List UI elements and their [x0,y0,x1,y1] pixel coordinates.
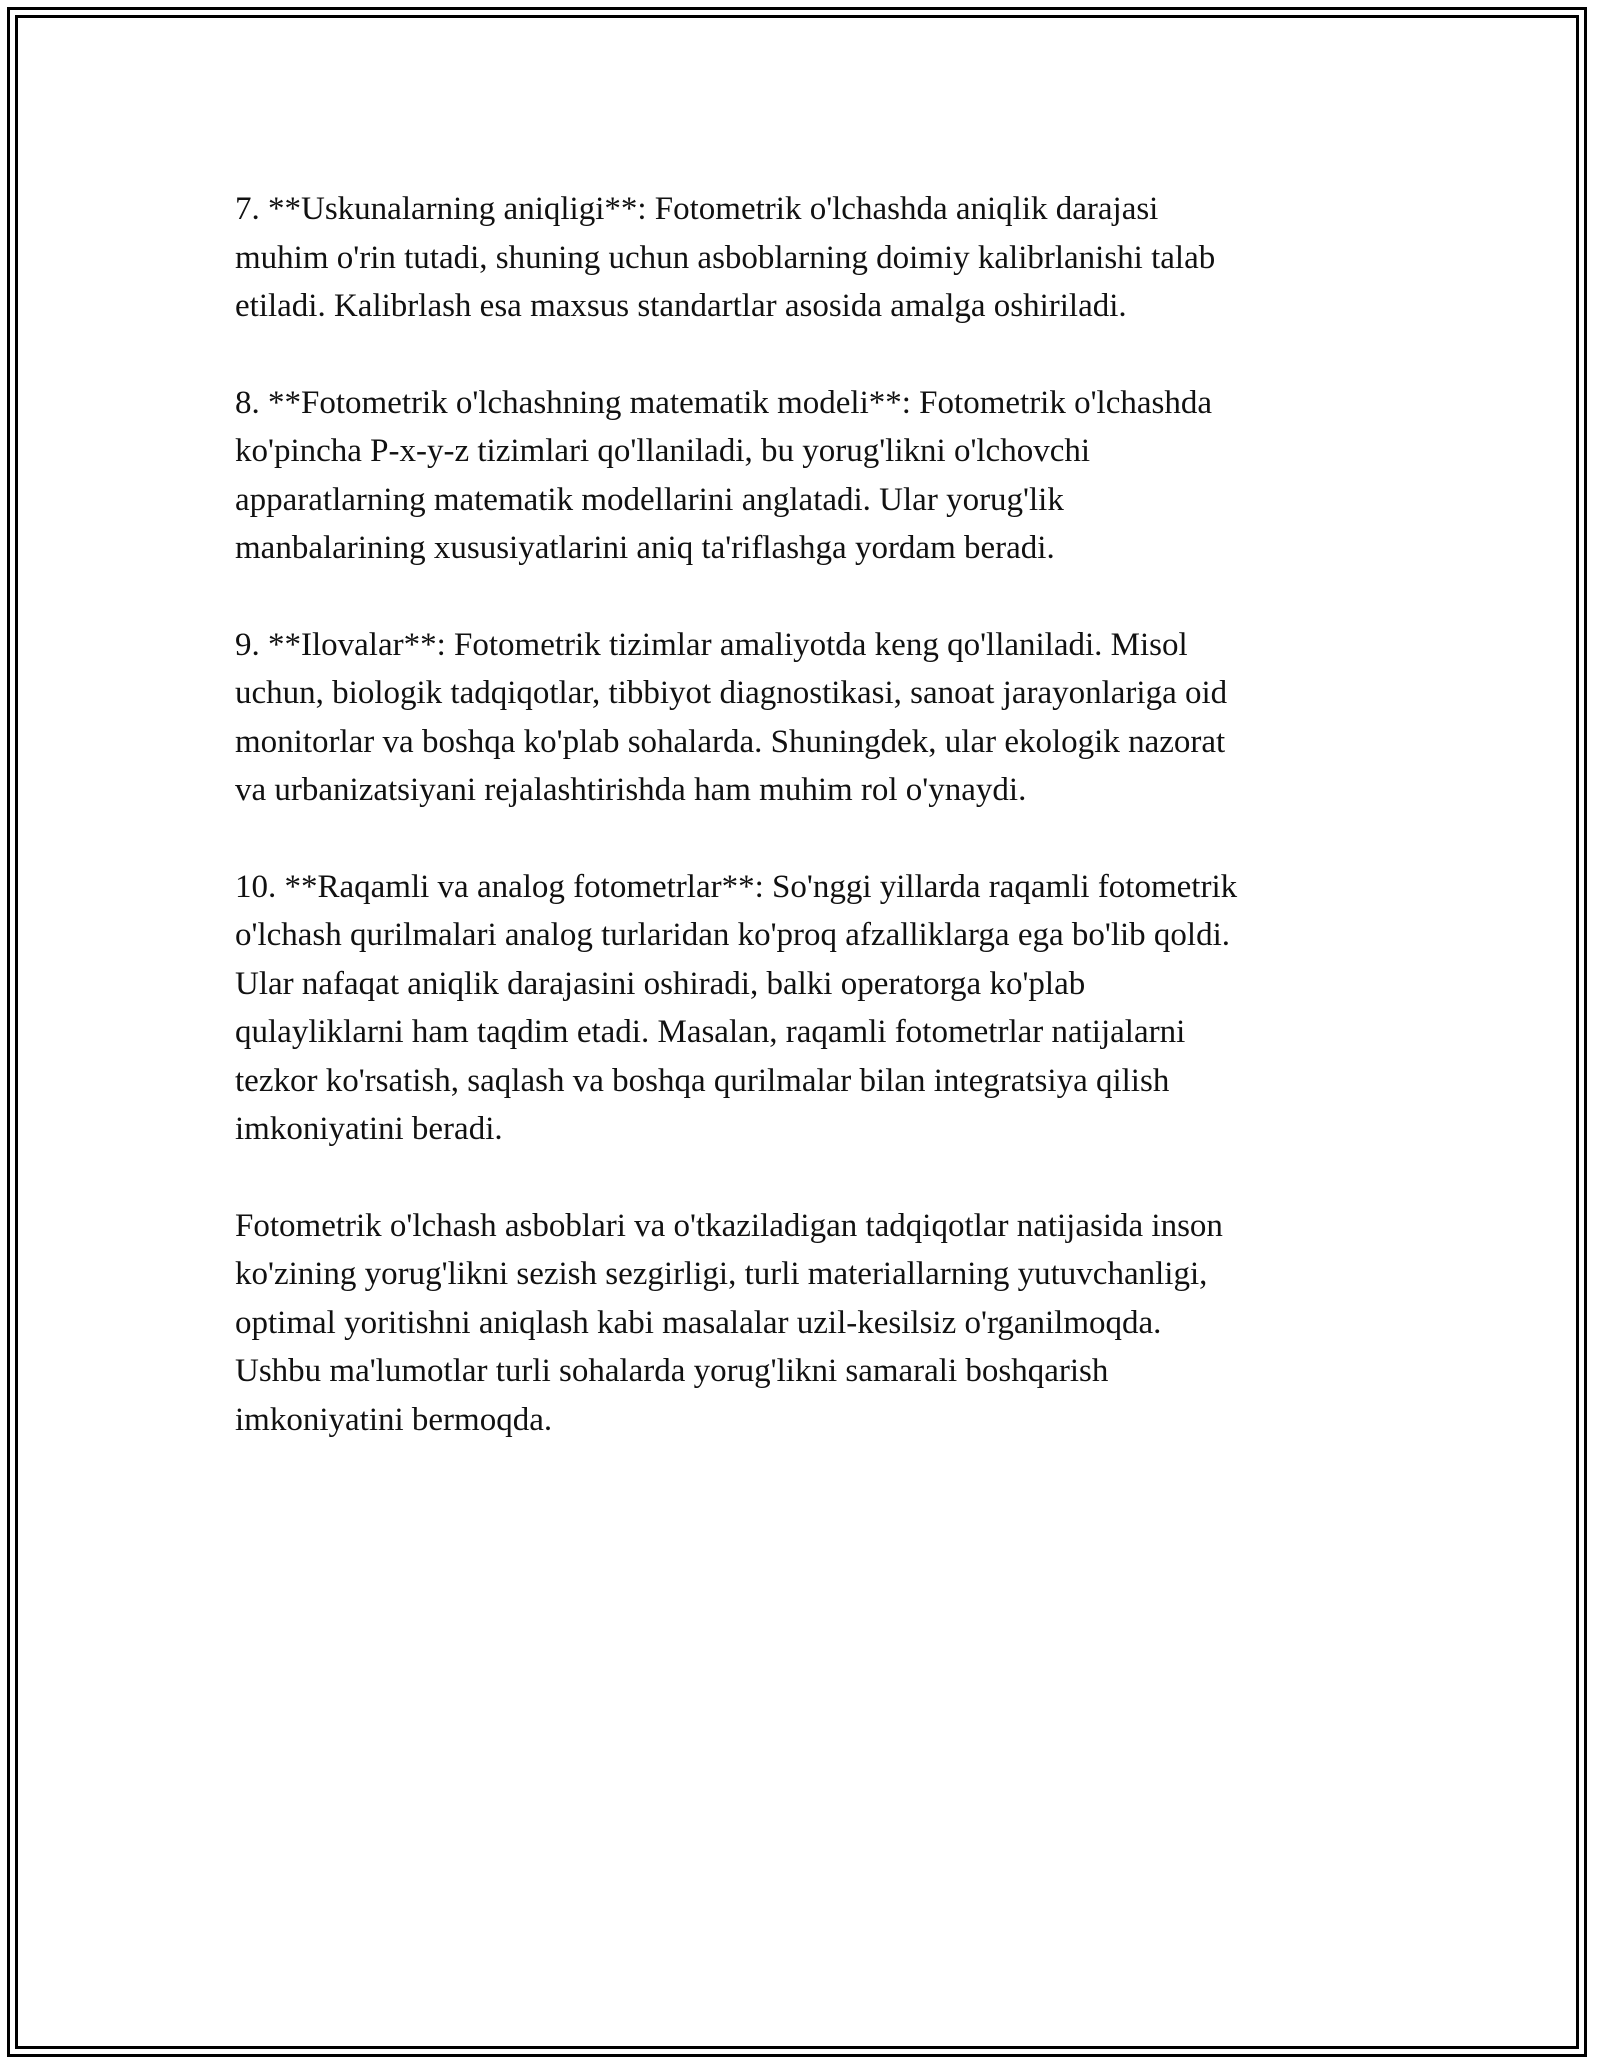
paragraph-item-8 [235,379,1365,573]
text-line: apparatlarning matematik modellarini anglatadi. Ular yorug'lik [235,481,1064,518]
text-line: uchun, biologik tadqiqotlar, tibbiyot diagnostikasi, sanoat jarayonlariga oid [235,675,1228,711]
text-line: tezkor ko'rsatish, saqlash va boshqa qurilmalar bilan integratsiya qilish [235,1062,1170,1099]
paragraph-conclusion [235,1202,1365,1445]
text-line: ko'pincha P-x-y-z tizimlari qo'llaniladi, bu yorug'likni o'lchovchi [235,433,1091,469]
text-line: ko'zining yorug'likni sezish sezgirligi, turli materiallarning yutuvchanligi, [235,1256,1208,1292]
text-line: manbalarining xususiyatlarini aniq ta'riflashga yordam beradi. [235,530,1055,566]
text-line: o'lchash qurilmalari analog turlaridan ko'proq afzalliklarga ega bo'lib qoldi. [235,917,1230,953]
text-line: Ular nafaqat aniqlik darajasini oshiradi, balki operatorga ko'plab [235,965,1086,1002]
text-line: Ushbu ma'lumotlar turli sohalarda yorug'likni samarali boshqarish [235,1353,1109,1389]
text-line: Fotometrik o'lchash asboblari va o'tkaziladigan tadqiqotlar natijasida inson [235,1207,1223,1244]
text-line: va urbanizatsiyani rejalashtirishda ham muhim rol o'ynaydi. [235,772,1027,808]
text-line: imkoniyatini bermoqda. [235,1401,553,1438]
text-line: monitorlar va boshqa ko'plab sohalarda. Shuningdek, ular ekologik nazorat [235,723,1226,760]
document-body [235,185,1365,1492]
paragraph-item-9 [235,621,1365,815]
text-line: imkoniyatini beradi. [235,1111,503,1147]
text-line: muhim o'rin tutadi, shuning uchun asboblarning doimiy kalibrlanishi talab [235,239,1216,276]
text-line: qulayliklarni ham taqdim etadi. Masalan, raqamli fotometrlar natijalarni [235,1014,1186,1050]
text-line: 8. **Fotometrik o'lchashning matematik modeli**: Fotometrik o'lchashda [235,384,1212,421]
text-line: optimal yoritishni aniqlash kabi masalalar uzil-kesilsiz o'rganilmoqda. [235,1304,1162,1341]
paragraph-item-7 [235,185,1365,331]
text-line: 10. **Raqamli va analog fotometrlar**: So'nggi yillarda raqamli fotometrik [235,868,1238,905]
text-line: 9. **Ilovalar**: Fotometrik tizimlar amaliyotda keng qo'llaniladi. Misol [235,626,1188,663]
text-line: etiladi. Kalibrlash esa maxsus standartlar asosida amalga oshiriladi. [235,288,1127,324]
text-line: 7. **Uskunalarning aniqligi**: Fotometrik o'lchashda aniqlik darajasi [235,191,1159,227]
paragraph-item-10 [235,863,1365,1154]
